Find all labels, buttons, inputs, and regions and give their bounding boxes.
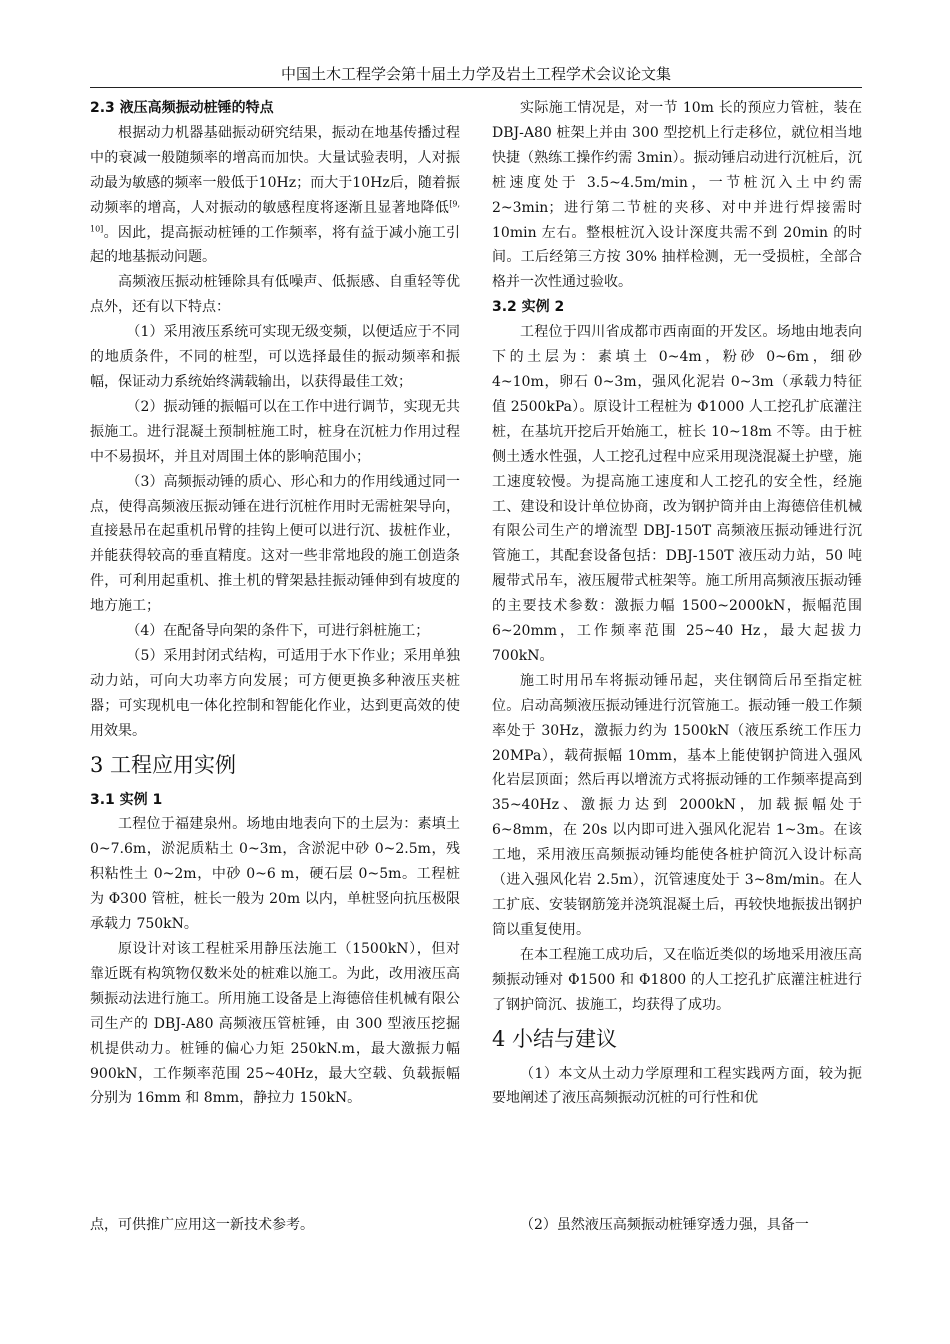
- citation-ref: [9, 10]: [90, 198, 460, 233]
- right-column: [492, 96, 862, 1111]
- paragraph-text: 。因此，提高振动桩锤的工作频率，将有益于减小施工引起的地基振动问题。: [90, 224, 460, 266]
- header-rule: [90, 87, 862, 88]
- paragraph: 原设计对该工程桩采用静压法施工（1500kN），但对靠近既有构筑物仅数米处的桩难以施工。为此，改用液压高频振动法进行施工。所用施工设备是上海德倍佳机械有限公司生产的 DBJ-A80 高频液压管桩锤，由 300 型液压挖掘机提供动力。桩锤的偏心力矩 250kN.m，最大激振力幅 900kN，工作频率范围 25~40Hz，最大空载、负载振幅分别为 16mm 和 8mm，静拉力 150kN。: [90, 941, 460, 1107]
- section-3-2-title: 3.2 实例 2: [492, 299, 565, 316]
- paragraph: 实际施工情况是，对一节 10m 长的预应力管桩，装在 DBJ-A80 桩架上并由 300 型挖机上行走移位，就位相当地快捷（熟练工操作约需 3min）。振动锤启动进行沉桩后，沉桩速度处于 3.5~4.5m/min，一节桩沉入土中约需 2~3min；进行第二节桩的夹移、对中并进行焊接需时 10min 左右。整根桩沉入设计深度共需不到 20min 的时间。工后经第三方按 30% 抽样检测，无一受损桩，全部合格并一次性通过验收。: [492, 100, 862, 291]
- tail-line-right: （2）虽然液压高频振动桩锤穿透力强，具备一: [520, 1217, 809, 1233]
- section-4-title: 4 小结与建议: [492, 1026, 618, 1051]
- paragraph: 在本工程施工成功后，又在临近类似的场地采用液压高频振动锤对 Φ1500 和 Φ1800 的人工挖孔扩底灌注桩进行了钢护筒沉、拔施工，均获得了成功。: [492, 946, 862, 1013]
- paragraph-text: 根据动力机器基础振动研究结果，振动在地基传播过程中的衰减一般随频率的增高而加快。大量试验表明，人对振动最为敏感的频率一般低于10Hz；而大于10Hz后，随着振动频率的增高，人对振动的敏感程度将逐渐且显著地降低: [90, 124, 460, 216]
- list-item: （3）高频振动锤的质心、形心和力的作用线通过同一点，使得高频液压振动锤在进行沉桩作用时无需桩架导向，直接悬吊在起重机吊臂的挂钩上便可以进行沉、拔桩作业，并能获得较高的垂直精度。这对一些非常地段的施工创造条件，可利用起重机、推土机的臂架悬挂振动锤伸到有坡度的地方施工；: [90, 473, 460, 615]
- running-head: 中国土木工程学会第十届土力学及岩土工程学术会议论文集: [280, 65, 671, 83]
- list-item: （2）振动锤的振幅可以在工作中进行调节，实现无共振施工。进行混凝土预制桩施工时，桩身在沉桩力作用过程中不易损坏，并且对周围土体的影响范围小；: [90, 398, 460, 465]
- paragraph: [90, 121, 460, 270]
- tail-line-left: 点，可供推广应用这一新技术参考。: [90, 1217, 314, 1233]
- paragraph: （1）本文从土动力学原理和工程实践两方面，较为扼要地阐述了液压高频振动沉桩的可行性和优: [492, 1065, 862, 1107]
- section-3-title: 3 工程应用实例: [90, 752, 237, 777]
- paragraph: 工程位于福建泉州。场地由地表向下的土层为：素填土 0~7.6m，淤泥质粘土 0~3m，含淤泥中砂 0~2.5m，残积粘性土 0~2m，中砂 0~6 m，硬石层 0~5m。工程桩为 Φ300 管桩，桩长一般为 20m 以内，单桩竖向抗压极限承载力 750kN。: [90, 816, 460, 933]
- paragraph: 工程位于四川省成都市西南面的开发区。场地由地表向下的土层为：素填土 0~4m，粉砂 0~6m，细砂 4~10m，卵石 0~3m，强风化泥岩 0~3m（承载力特征值 2500kPa）。原设计工程桩为 Φ1000 人工挖孔扩底灌注桩，在基坑开挖后开始施工，桩长 10~18m 不等。由于桩侧土透水性强，人工挖孔过程中应采用现浇混凝土护壁，施工速度较慢。为提高施工速度和人工挖孔的安全性，经施工、建设和设计单位协商，改为钢护筒并由上海德倍佳机械有限公司生产的增流型 DBJ-150T 高频液压振动锤进行沉管施工，其配套设备包括：DBJ-150T 液压动力站，50 吨履带式吊车，液压履带式桩架等。施工所用高频液压振动锤的主要技术参数：激振力幅 1500~2000kN，振幅范围 6~20mm，工作频率范围 25~40 Hz，最大起拔力 700kN。: [492, 324, 862, 664]
- section-3-1-title: 3.1 实例 1: [90, 791, 163, 808]
- list-item: （1）采用液压系统可实现无级变频，以便适应于不同的地质条件，不同的桩型，可以选择最佳的振动频率和振幅，保证动力系统始终满载输出，以获得最佳工效；: [90, 324, 460, 390]
- list-item: （5）采用封闭式结构，可适用于水下作业；采用单独动力站，可向大功率方向发展；可方便更换多种液压夹桩器；可实现机电一体化控制和智能化作业，达到更高效的使用效果。: [90, 647, 460, 739]
- paragraph: 高频液压振动桩锤除具有低噪声、低振感、自重轻等优点外，还有以下特点：: [90, 274, 460, 316]
- list-item: （4）在配备导向架的条件下，可进行斜桩施工；: [126, 623, 430, 640]
- paragraph: 施工时用吊车将振动锤吊起，夹住钢筒后吊至指定桩位。启动高频液压振动锤进行沉管施工。振动锤一般工作频率处于 30Hz，激振力约为 1500kN（液压系统工作压力 20MPa），载荷振幅 10mm，基本上能使钢护筒进入强风化岩层顶面；然后再以增流方式将振动锤的工作频率提高到 35~40Hz、激振力达到 2000kN，加载振幅处于 6~8mm，在 20s 以内即可进入强风化泥岩 1~3m。在该工地，采用液压高频振动锤均能使各桩护筒沉入设计标高（进入强风化岩 2.5m），沉管速度处于 3~8m/min。在人工扩底、安装钢筋笼并浇筑混凝土后，再较快地振拔出钢护筒以重复使用。: [492, 672, 862, 938]
- left-column: [90, 96, 460, 1111]
- section-2-3-title: 2.3 液压高频振动桩锤的特点: [90, 100, 274, 116]
